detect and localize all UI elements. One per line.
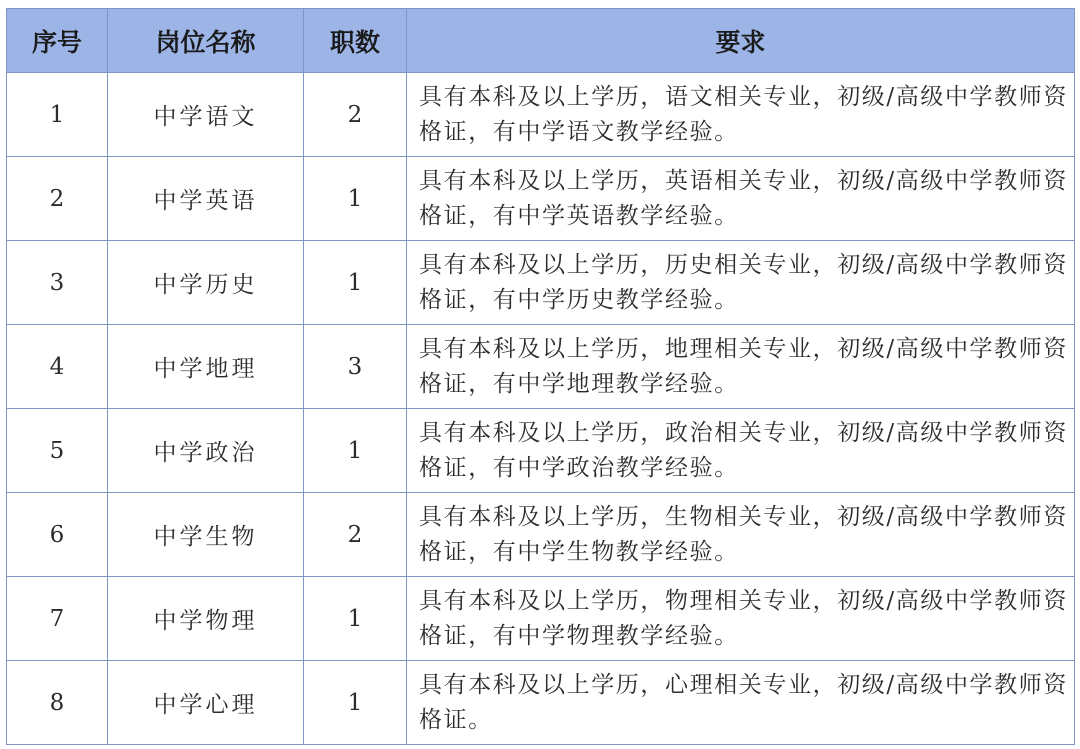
table-row — [7, 241, 1075, 325]
cell-no: 8 — [7, 661, 108, 745]
cell-no: 5 — [7, 409, 108, 493]
job-requirements-table — [6, 8, 1075, 745]
cell-count: 2 — [304, 493, 407, 577]
cell-requirement: 具有本科及以上学历，政治相关专业，初级/高级中学教师资格证，有中学政治教学经验。 — [407, 409, 1075, 493]
cell-count: 1 — [304, 409, 407, 493]
header-no: 序号 — [7, 9, 108, 73]
cell-no: 7 — [7, 577, 108, 661]
table-row — [7, 73, 1075, 157]
cell-position-name: 中学历史 — [108, 241, 304, 325]
table-body — [7, 73, 1075, 745]
cell-position-name: 中学英语 — [108, 157, 304, 241]
header-position-name: 岗位名称 — [108, 9, 304, 73]
cell-requirement: 具有本科及以上学历，物理相关专业，初级/高级中学教师资格证，有中学物理教学经验。 — [407, 577, 1075, 661]
cell-no: 6 — [7, 493, 108, 577]
cell-count: 2 — [304, 73, 407, 157]
cell-no: 4 — [7, 325, 108, 409]
cell-position-name: 中学物理 — [108, 577, 304, 661]
cell-no: 2 — [7, 157, 108, 241]
cell-no: 1 — [7, 73, 108, 157]
cell-requirement: 具有本科及以上学历，地理相关专业，初级/高级中学教师资格证，有中学地理教学经验。 — [407, 325, 1075, 409]
cell-position-name: 中学政治 — [108, 409, 304, 493]
cell-requirement: 具有本科及以上学历，生物相关专业，初级/高级中学教师资格证，有中学生物教学经验。 — [407, 493, 1075, 577]
cell-position-name: 中学语文 — [108, 73, 304, 157]
cell-count: 1 — [304, 577, 407, 661]
cell-position-name: 中学心理 — [108, 661, 304, 745]
cell-position-name: 中学地理 — [108, 325, 304, 409]
cell-count: 1 — [304, 157, 407, 241]
header-requirement: 要求 — [407, 9, 1075, 73]
cell-requirement: 具有本科及以上学历，心理相关专业，初级/高级中学教师资格证。 — [407, 661, 1075, 745]
cell-requirement: 具有本科及以上学历，历史相关专业，初级/高级中学教师资格证，有中学历史教学经验。 — [407, 241, 1075, 325]
cell-requirement: 具有本科及以上学历，英语相关专业，初级/高级中学教师资格证，有中学英语教学经验。 — [407, 157, 1075, 241]
table-header — [7, 9, 1075, 73]
cell-position-name: 中学生物 — [108, 493, 304, 577]
cell-count: 1 — [304, 241, 407, 325]
table-row — [7, 325, 1075, 409]
table-row — [7, 157, 1075, 241]
header-row — [7, 9, 1075, 73]
table-row — [7, 577, 1075, 661]
table-row — [7, 409, 1075, 493]
cell-count: 3 — [304, 325, 407, 409]
cell-requirement: 具有本科及以上学历，语文相关专业，初级/高级中学教师资格证，有中学语文教学经验。 — [407, 73, 1075, 157]
cell-no: 3 — [7, 241, 108, 325]
table-row — [7, 661, 1075, 745]
table-row — [7, 493, 1075, 577]
header-count: 职数 — [304, 9, 407, 73]
cell-count: 1 — [304, 661, 407, 745]
